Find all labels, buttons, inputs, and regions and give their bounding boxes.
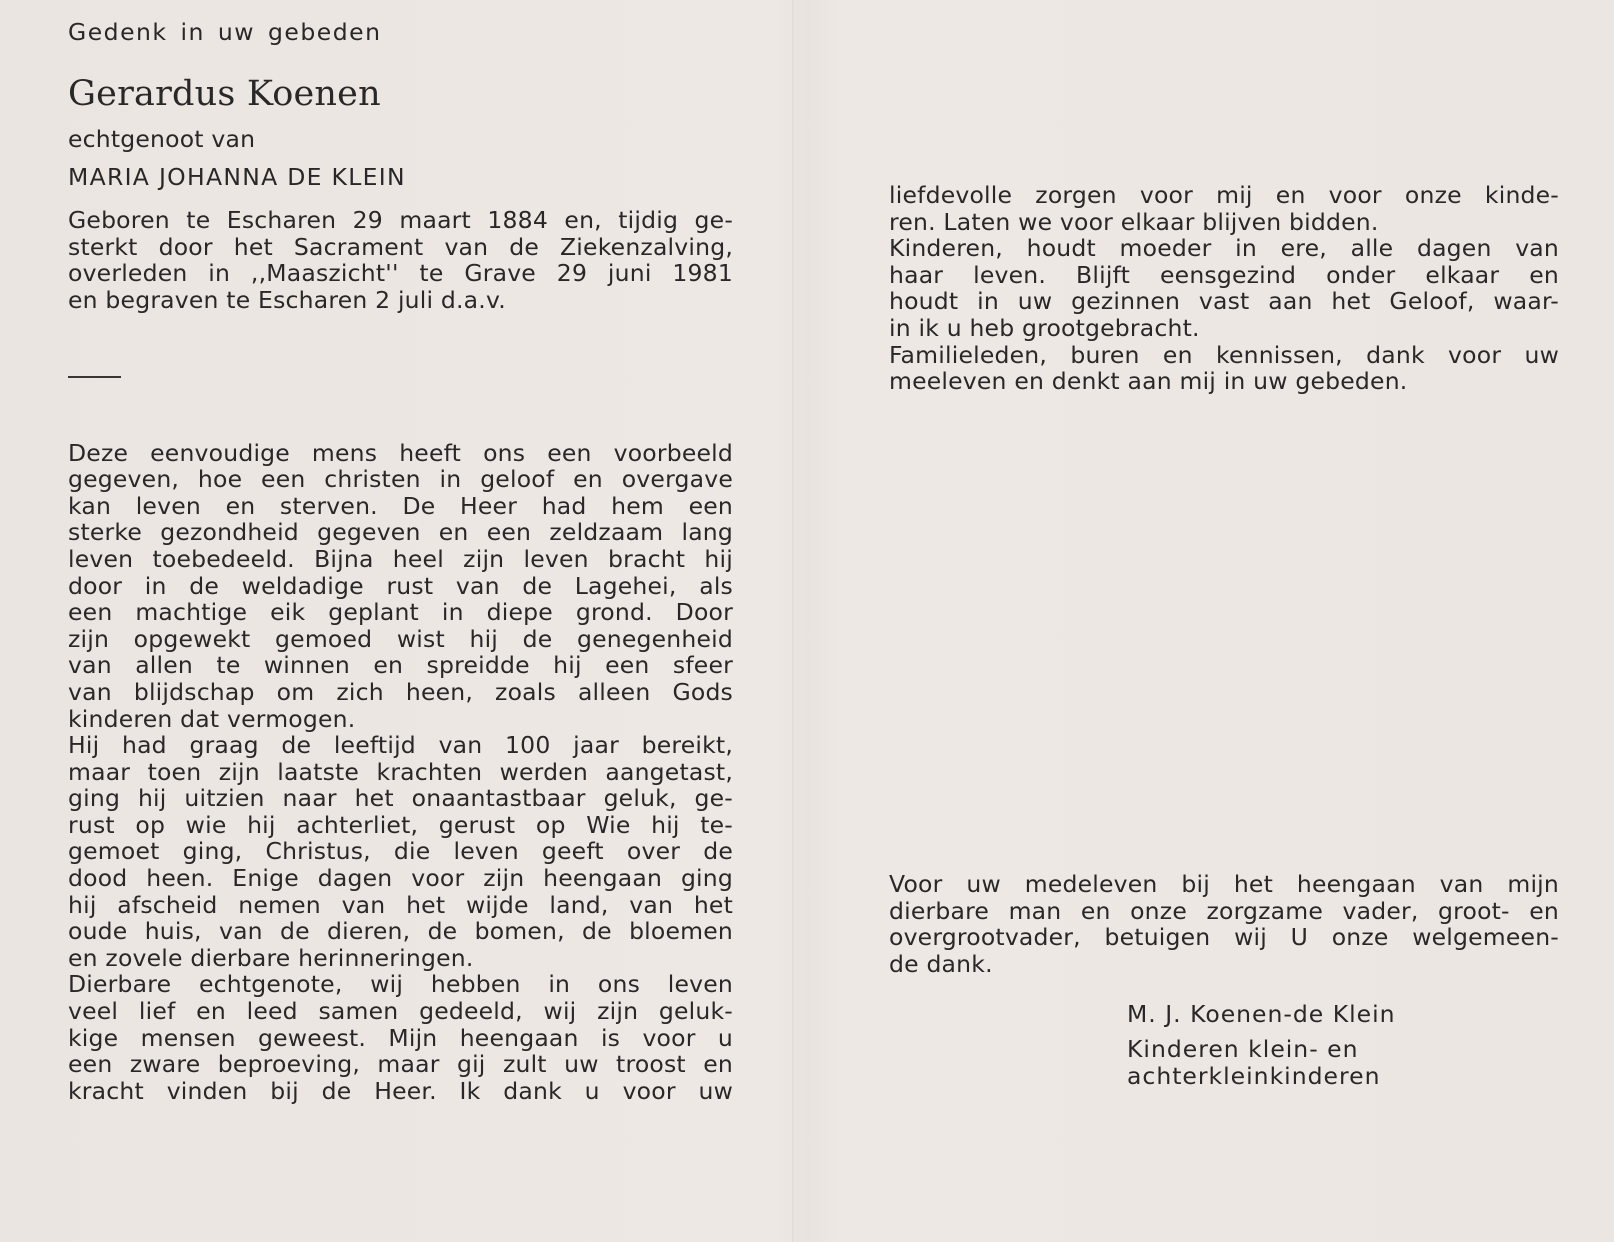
text-line: sterke gezondheid gegeven en een zeldzaam lang — [68, 518, 733, 547]
birth-line: Geboren te Escharen 29 maart 1884 en, tijdig ge- — [68, 206, 733, 235]
text-line: Familieleden, buren en kennissen, dank voor uw — [889, 340, 1559, 369]
right-page-text — [889, 182, 1559, 395]
text-line: meeleven en denkt aan mij in uw gebeden. — [889, 367, 1408, 396]
text-line: Deze eenvoudige mens heeft ons een voorbeeld — [68, 438, 733, 467]
text-line: ren. Laten we voor elkaar blijven bidden. — [889, 207, 1379, 236]
text-line: Dierbare echtgenote, wij hebben in ons leven — [68, 970, 733, 999]
card-fold — [792, 0, 794, 1242]
thanks-line: de dank. — [889, 949, 993, 978]
thanks-block — [889, 871, 1559, 977]
birth-line: en begraven te Escharen 2 juli d.a.v. — [68, 285, 506, 314]
text-line: door in de weldadige rust van de Lagehei, als — [68, 571, 733, 600]
text-line: hij afscheid nemen van het wijde land, van het — [68, 890, 733, 919]
text-line: ging hij uitzien naar het onaantastbaar geluk, ge- — [68, 784, 733, 813]
text-line: kracht vinden bij de Heer. Ik dank u voor uw — [68, 1076, 733, 1105]
text-line: gegeven, hoe een christen in geloof en overgave — [68, 465, 733, 494]
text-line: houdt in uw gezinnen vast aan het Geloof, waar- — [889, 287, 1559, 316]
thanks-line: overgrootvader, betuigen wij U onze welgemeen- — [889, 923, 1559, 952]
text-line: zijn opgewekt gemoed wist hij de genegenheid — [68, 624, 733, 653]
text-line: Hij had graag de leeftijd van 100 jaar bereikt, — [68, 731, 733, 760]
text-line: veel lief en leed samen gedeeld, wij zijn geluk- — [68, 997, 733, 1026]
thanks-line: dierbare man en onze zorgzame vader, groot- en — [889, 896, 1559, 925]
text-line: kige mensen geweest. Mijn heengaan is voor u — [68, 1023, 733, 1052]
text-line: van blijdschap om zich heen, zoals alleen Gods — [68, 677, 733, 706]
text-line: rust op wie hij achterliet, gerust op Wie hij te- — [68, 810, 733, 839]
signature-name: M. J. Koenen-de Klein — [1127, 1000, 1396, 1028]
text-line: oude huis, van de dieren, de bomen, de bloemen — [68, 917, 733, 946]
text-line: kan leven en sterven. De Heer had hem een — [68, 491, 733, 520]
text-line: kinderen dat vermogen. — [68, 704, 356, 733]
text-line: gemoet ging, Christus, die leven geeft over de — [68, 837, 733, 866]
text-line: leven toebedeeld. Bijna heel zijn leven bracht hij — [68, 544, 733, 573]
text-line: Kinderen, houdt moeder in ere, alle dagen van — [889, 234, 1559, 263]
text-line: maar toen zijn laatste krachten werden aangetast, — [68, 757, 733, 786]
birth-line: sterkt door het Sacrament van de Ziekenzalving, — [68, 232, 733, 261]
text-line: liefdevolle zorgen voor mij en voor onze kinde- — [889, 181, 1559, 209]
relation-text: echtgenoot van — [68, 125, 256, 153]
text-line: een zware beproeving, maar gij zult uw troost en — [68, 1050, 733, 1079]
divider-rule — [68, 376, 121, 378]
spouse-name: MARIA JOHANNA DE KLEIN — [68, 162, 406, 191]
signature-family: achterkleinkinderen — [1127, 1062, 1381, 1090]
main-text-block — [68, 440, 733, 1105]
text-line: en zovele dierbare herinneringen. — [68, 943, 474, 972]
deceased-name: Gerardus Koenen — [68, 74, 381, 114]
birth-line: overleden in ,,Maaszicht'' te Grave 29 juni 1981 — [68, 259, 733, 288]
text-line: in ik u heb grootgebracht. — [889, 313, 1200, 342]
signature-block — [1127, 1001, 1396, 1090]
header-text: Gedenk in uw gebeden — [68, 18, 382, 46]
birth-death-block — [68, 207, 733, 313]
left-page — [68, 18, 733, 1104]
text-line: haar leven. Blijft eensgezind onder elkaar en — [889, 260, 1559, 289]
text-line: een machtige eik geplant in diepe grond. Door — [68, 598, 733, 627]
thanks-line: Voor uw medeleven bij het heengaan van mijn — [889, 870, 1559, 898]
text-line: dood heen. Enige dagen voor zijn heengaan ging — [68, 864, 733, 893]
signature-family: Kinderen klein- en — [1127, 1035, 1359, 1063]
text-line: van allen te winnen en spreidde hij een sfeer — [68, 651, 733, 680]
